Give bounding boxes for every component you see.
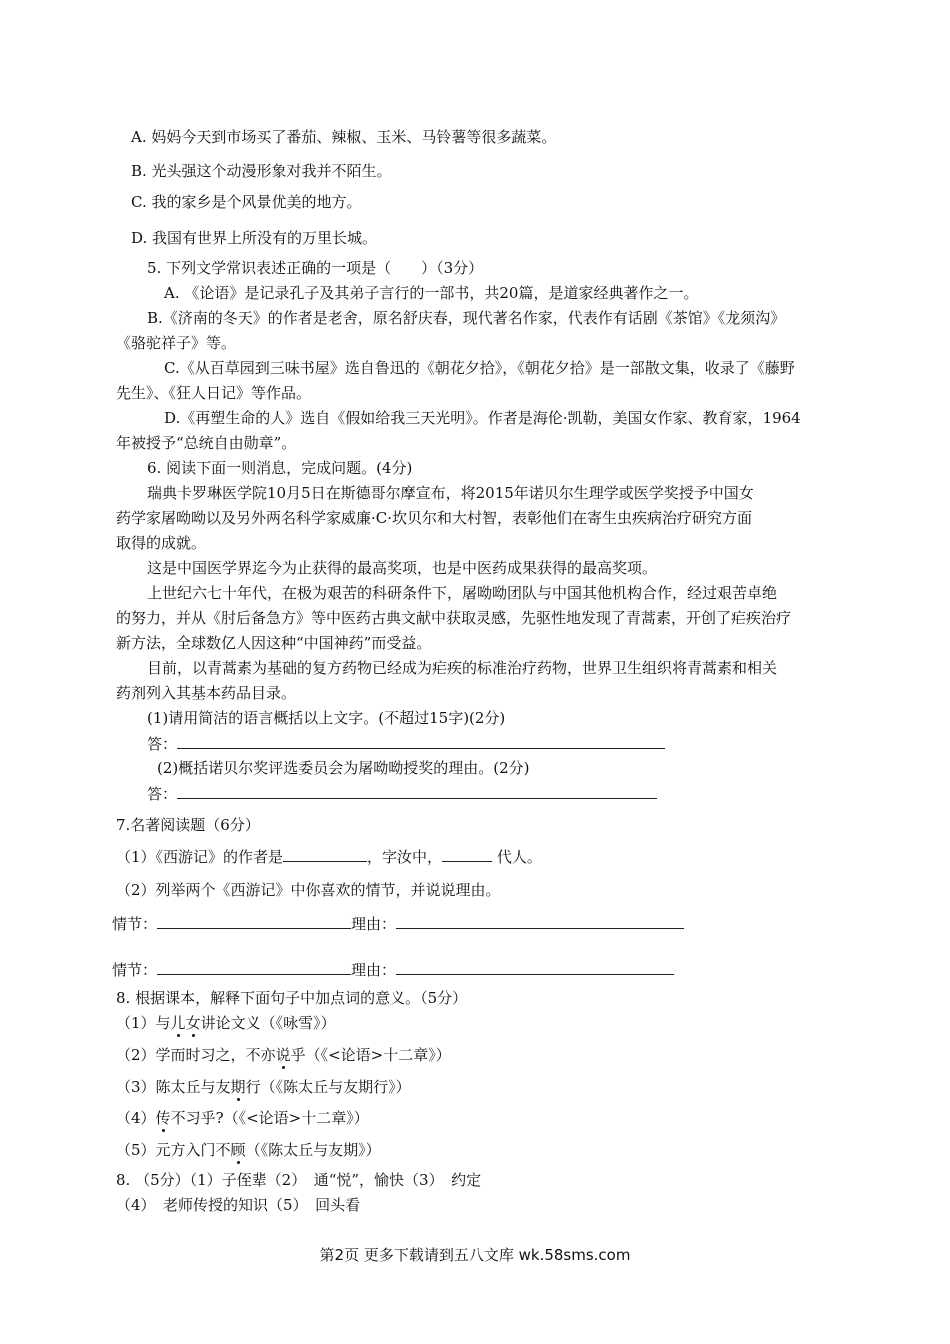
- q7-sub-1: [116, 846, 542, 867]
- plot-label: 情节：: [112, 961, 158, 979]
- q7-plot-line-2: [112, 959, 674, 980]
- q4-option-c: C. 我的家乡是个风景优美的地方。: [131, 193, 362, 211]
- q6-para3-line3: 新方法，全球数亿人因这种“中国神药”而受益。: [116, 634, 432, 652]
- q7-title: 7.名著阅读题（6分）: [116, 816, 260, 834]
- answer-label: 答：: [147, 785, 178, 803]
- q4-option-a: A. 妈妈今天到市场买了番茄、辣椒、玉米、马铃薯等很多蔬菜。: [131, 128, 557, 146]
- q8-item3-prefix: （3）陈太丘与友: [116, 1078, 231, 1096]
- q5-option-a: A. 《论语》是记录孔子及其弟子言行的一部书，共20篇，是道家经典著作之一。: [164, 284, 699, 302]
- q5-option-c-line2: 先生》、《狂人日记》等作品。: [116, 384, 312, 402]
- q8-item2-prefix: （2）学而时习之，不亦: [116, 1046, 276, 1064]
- q8-item5-dotted: 顾: [230, 1141, 246, 1159]
- q6-para3-line1: 上世纪六七十年代，在极为艰苦的科研条件下，屠呦呦团队与中国其他机构合作，经过艰苦卓绝: [147, 584, 778, 602]
- q8-item4-dotted: 传: [155, 1109, 171, 1127]
- q8-item-1: [116, 1013, 336, 1033]
- q6-sub-question-1: (1)请用简洁的语言概括以上文字。(不超过15字)(2分): [147, 709, 506, 727]
- reason-label: 理由：: [351, 915, 397, 933]
- q6-answer-line-2: [147, 783, 657, 804]
- q6-para1-line1: 瑞典卡罗琳医学院10月5日在斯德哥尔摩宣布，将2015年诺贝尔生理学或医学奖授予中国女: [147, 484, 754, 502]
- answer-label: 答：: [147, 735, 178, 753]
- q6-para1-line2: 药学家屠呦呦以及另外两名科学家威廉·C·坎贝尔和大村智，表彰他们在寄生虫疾病治疗研究方面: [116, 509, 753, 527]
- q7-plot-line-1: [112, 913, 684, 934]
- q8-item1-dotted-2: 女: [185, 1014, 201, 1032]
- q7-sub1-part-a: （1）《西游记》的作者是: [116, 848, 284, 866]
- q8-item2-suffix: 乎（《<论语>十二章》）: [290, 1046, 451, 1064]
- q8-item1-prefix: （1）与: [116, 1014, 171, 1032]
- q8-answer-line-2: （4） 老师传授的知识（5） 回头看: [116, 1196, 361, 1214]
- q6-para4-line2: 药剂列入其基本药品目录。: [116, 684, 297, 702]
- q6-para1-line3: 取得的成就。: [116, 534, 207, 552]
- q8-item-2: [116, 1045, 451, 1065]
- q8-item3-dotted: 期: [230, 1078, 246, 1096]
- q8-answer-line-1: 8. （5分）（1）子侄辈（2） 通“悦”，愉快（3） 约定: [116, 1171, 482, 1189]
- reason-blank-2[interactable]: [396, 959, 674, 975]
- q5-option-d-line1: D.《再塑生命的人》选自《假如给我三天光明》。作者是海伦·凯勒，美国女作家、教育家，1964: [164, 409, 801, 427]
- q6-para3-line2: 的努力，并从《肘后备急方》等中医药古典文献中获取灵感，先驱性地发现了青蒿素，开创了疟疾治疗: [116, 609, 792, 627]
- q8-item3-suffix: 行（《陈太丘与友期行》）: [245, 1078, 411, 1096]
- q8-item-4: [116, 1108, 369, 1128]
- answer-blank-2[interactable]: [177, 783, 657, 799]
- plot-blank-1[interactable]: [157, 913, 351, 929]
- q6-title: 6. 阅读下面一则消息，完成问题。(4分): [147, 459, 413, 477]
- q8-item1-suffix: 讲论文义（《咏雪》）: [200, 1014, 336, 1032]
- q7-sub1-part-b: ，字汝中，: [367, 848, 443, 866]
- author-blank[interactable]: [283, 846, 367, 862]
- q5-option-d-line2: 年被授予“总统自由勋章”。: [116, 434, 297, 452]
- reason-label: 理由：: [351, 961, 397, 979]
- dynasty-blank[interactable]: [442, 846, 492, 862]
- q8-item1-dotted-1: 儿: [170, 1014, 186, 1032]
- q6-para2: 这是中国医学界迄今为止获得的最高奖项，也是中医药成果获得的最高奖项。: [147, 559, 658, 577]
- plot-blank-2[interactable]: [157, 959, 351, 975]
- q5-option-c-line1: C.《从百草园到三味书屋》选自鲁迅的《朝花夕拾》，《朝花夕拾》是一部散文集，收录了《藤野: [164, 359, 795, 377]
- q4-option-d: D. 我国有世界上所没有的万里长城。: [131, 229, 378, 247]
- q8-item5-prefix: （5）元方入门不: [116, 1141, 231, 1159]
- q6-para4-line1: 目前，以青蒿素为基础的复方药物已经成为疟疾的标准治疗药物，世界卫生组织将青蒿素和相关: [147, 659, 778, 677]
- reason-blank-1[interactable]: [396, 913, 684, 929]
- q6-answer-line-1: [147, 733, 665, 754]
- q8-item-3: [116, 1077, 411, 1097]
- q8-item4-prefix: （4）: [116, 1109, 156, 1127]
- page-footer: 第2页 更多下载请到五八文库 wk.58sms.com: [319, 1246, 631, 1264]
- answer-blank-1[interactable]: [177, 733, 665, 749]
- q8-item2-dotted: 说: [275, 1046, 291, 1064]
- q6-sub-question-2: (2)概括诺贝尔奖评选委员会为屠呦呦授奖的理由。(2分): [157, 759, 530, 777]
- q5-option-b-line2: 《骆驼祥子》等。: [116, 334, 237, 352]
- q7-sub-2: （2）列举两个《西游记》中你喜欢的情节，并说说理由。: [116, 881, 501, 899]
- q8-item4-suffix: 不习乎?（《<论语>十二章》）: [170, 1109, 369, 1127]
- q8-title: 8. 根据课本，解释下面句子中加点词的意义。（5分）: [116, 989, 468, 1007]
- q8-item5-suffix: （《陈太丘与友期》）: [245, 1141, 381, 1159]
- q5-title: 5. 下列文学常识表述正确的一项是（ ）（3分）: [147, 259, 484, 277]
- q8-item-5: [116, 1140, 381, 1160]
- plot-label: 情节：: [112, 915, 158, 933]
- q7-sub1-part-c: 代人。: [496, 848, 542, 866]
- q4-option-b: B. 光头强这个动漫形象对我并不陌生。: [131, 162, 392, 180]
- q5-option-b-line1: B.《济南的冬天》的作者是老舍，原名舒庆春，现代著名作家，代表作有话剧《茶馆》《龙须沟》: [147, 309, 786, 327]
